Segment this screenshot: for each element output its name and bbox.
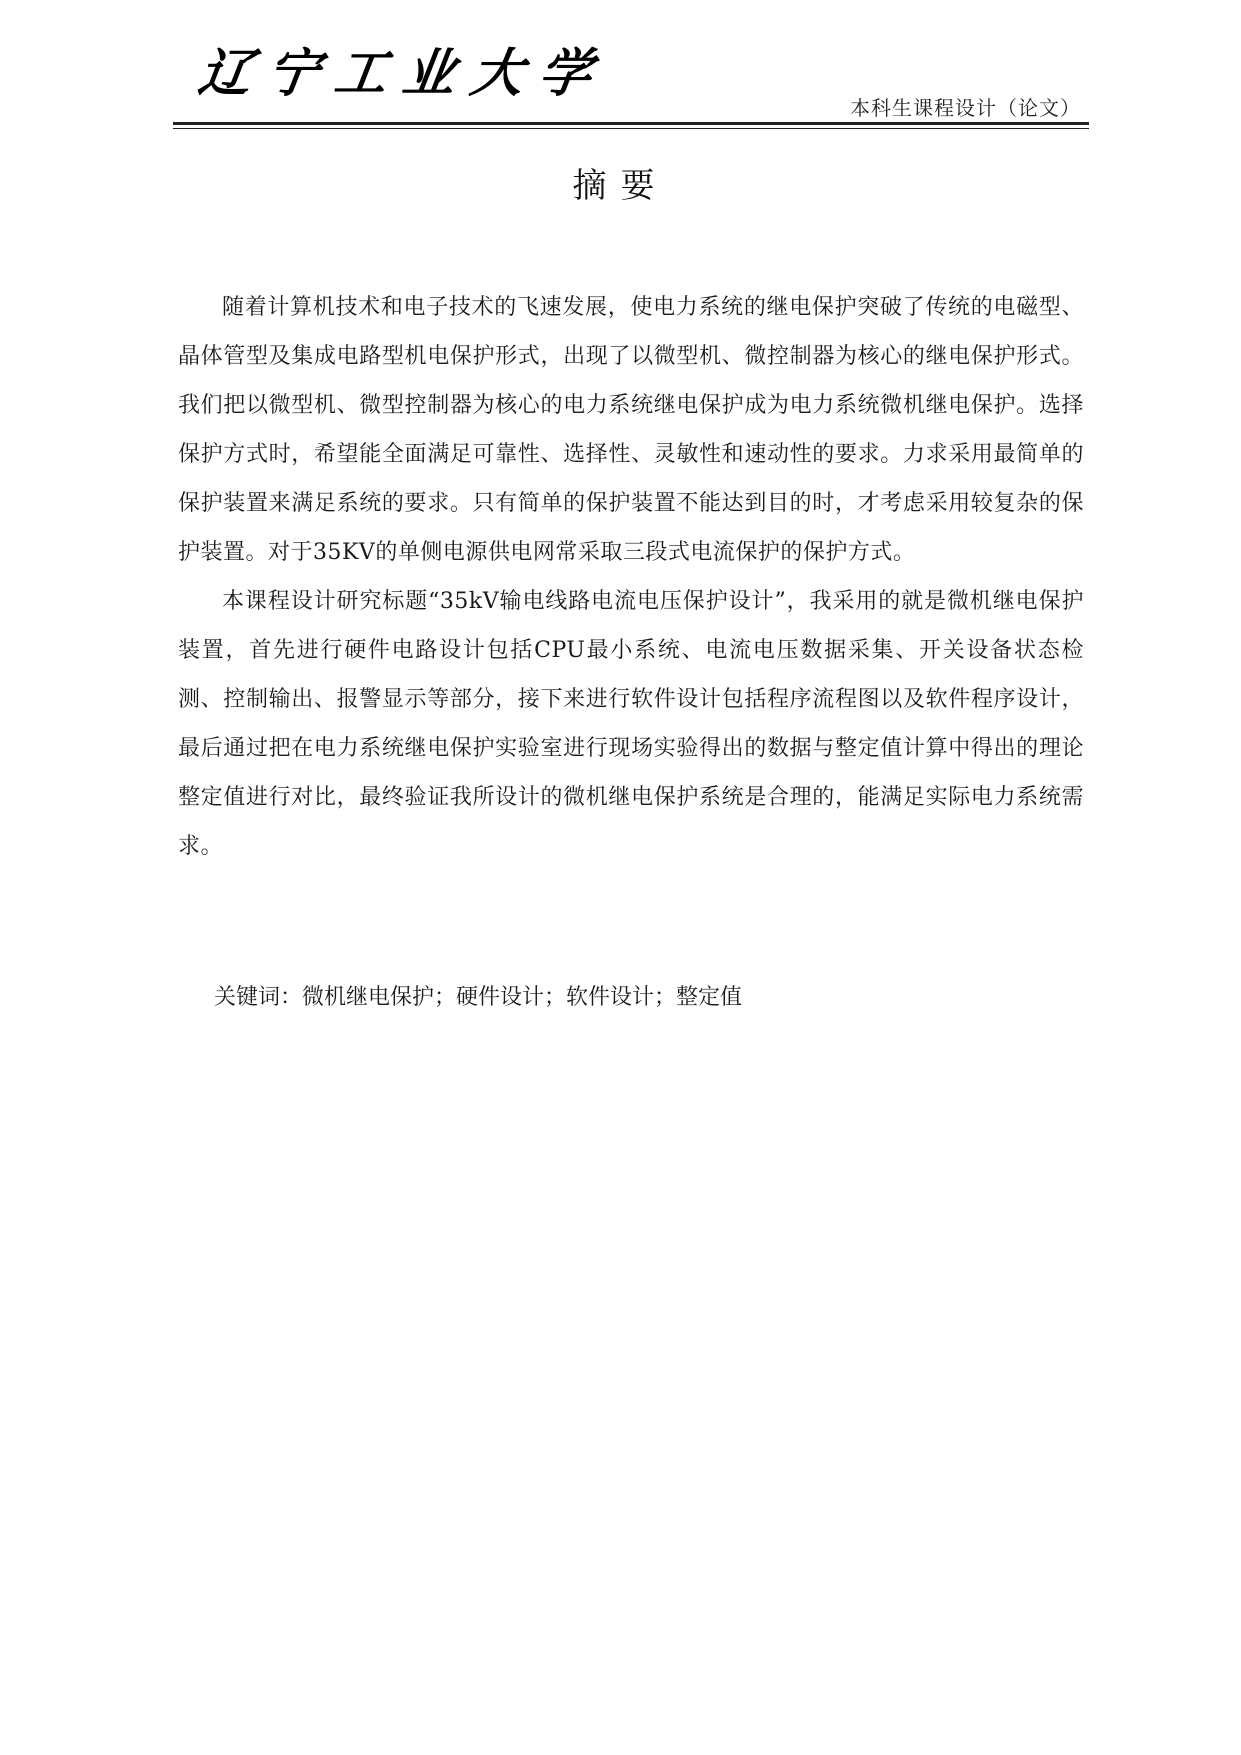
- header-rule-thick: [173, 122, 1089, 125]
- header-course-label: 本科生课程设计（论文）: [850, 96, 1081, 120]
- keyword-primary: 微机继电保护: [302, 985, 435, 1010]
- header-rule-thin: [173, 128, 1089, 129]
- keywords-line: [214, 983, 742, 1013]
- abstract-paragraph-2: 本课程设计研究标题“35kV输电线路电流电压保护设计”，我采用的就是微机继电保护装置，首先进行硬件电路设计包括CPU最小系统、电流电压数据采集、开关设备状态检测、控制输出、报警显示等部分，接下来进行软件设计包括程序流程图以及软件程序设计，最后通过把在电力系统继电保护实验室进行现场实验得出的数据与整定值计算中得出的理论整定值进行对比，最终验证我所设计的微机继电保护系统是合理的，能满足实际电力系统需求。: [178, 589, 1084, 859]
- keywords-rest: ；硬件设计；软件设计；整定值: [434, 985, 743, 1010]
- abstract-body: [178, 283, 1084, 871]
- abstract-paragraph-1: 随着计算机技术和电子技术的飞速发展，使电力系统的继电保护突破了传统的电磁型、晶体管型及集成电路型机电保护形式，出现了以微型机、微控制器为核心的继电保护形式。我们把以微型机、微型控制器为核心的电力系统继电保护成为电力系统微机继电保护。选择保护方式时，希望能全面满足可靠性、选择性、灵敏性和速动性的要求。力求采用最简单的保护装置来满足系统的要求。只有简单的保护装置不能达到目的时，才考虑采用较复杂的保护装置。对于35KV的单侧电源供电网常采取三段式电流保护的保护方式。: [178, 295, 1084, 565]
- university-logo: 辽宁工业大学: [194, 43, 612, 104]
- keywords-label: 关键词：: [214, 985, 303, 1010]
- page-title: 摘要: [572, 166, 669, 206]
- page-header: [173, 40, 1089, 130]
